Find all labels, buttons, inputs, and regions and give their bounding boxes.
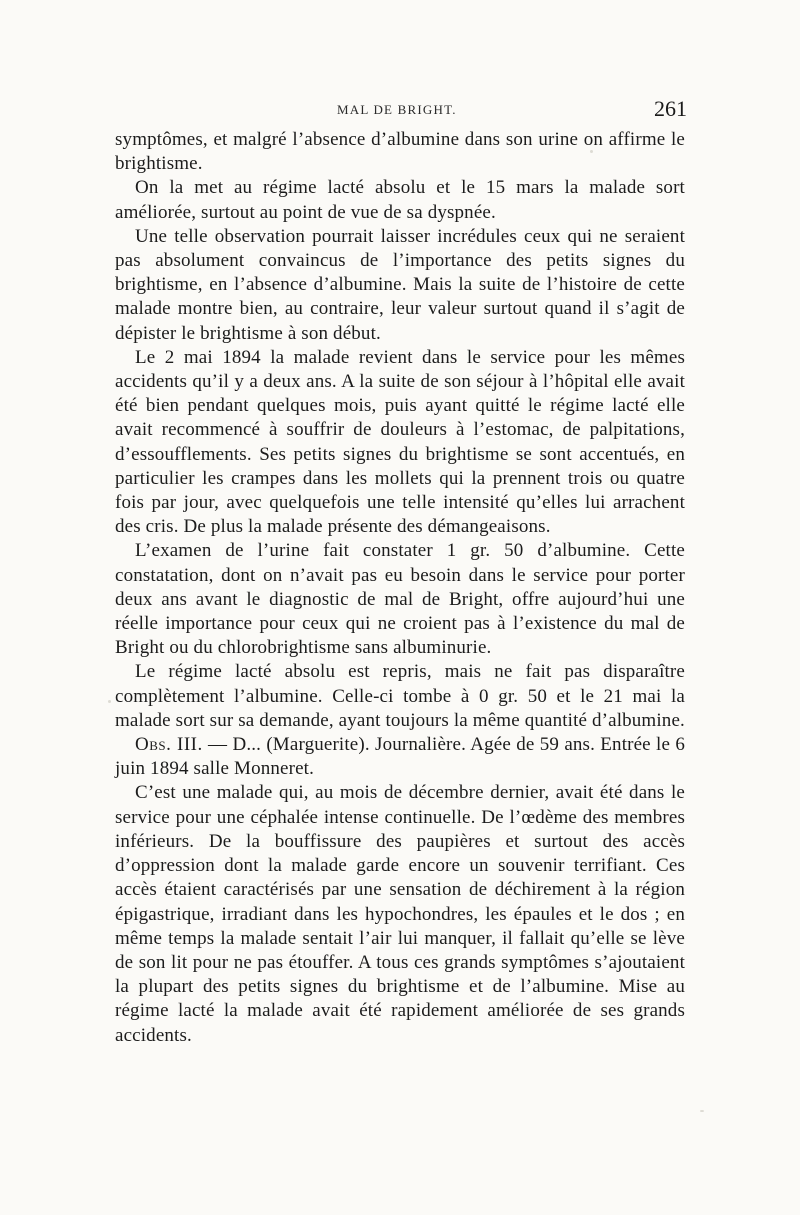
paragraph: L’examen de l’urine fait constater 1 gr. 50 d’albumine. Cette constatation, dont on n’avait pas eu besoin dans le service pour porter deux ans avant le diagnostic de mal de Bright, offre aujourd’hui une réelle importance pour ceux qui ne croient pas à l’existence du mal de Bright ou du chlorobrightisme sans albuminurie. [115,540,685,659]
paragraph: Le 2 mai 1894 la malade revient dans le service pour les mêmes accidents qu’il y a deux ans. A la suite de son séjour à l’hôpital elle avait été bien pendant quelques mois, puis ayant quitté le régime lacté elle avait recommencé à souffrir de douleurs à l’estomac, de palpitations, d’essoufflements. Ses petits signes du brightisme se sont accentués, en particulier les crampes dans les mollets qui la prennent trois ou quatre fois par jour, avec quelquefois une telle intensité qu’elles lui arrachent des cris. De plus la malade présente des démangeaisons. [115,346,685,538]
paper-speck [700,1110,704,1112]
paper-speck [108,700,111,703]
paragraph: Une telle observation pourrait laisser incrédules ceux qui ne seraient pas absolument convaincus de l’importance des petits signes du brightisme, en l’absence d’albumine. Mais la suite de l’histoire de cette malade montre bien, au contraire, leur valeur surtout quand il s’agit de dépister le brightisme à son début. [115,225,685,344]
paragraph: C’est une malade qui, au mois de décembre dernier, avait été dans le service pour une céphalée intense continuelle. De l’œdème des membres inférieurs. De la bouffissure des paupières et surtout des accès d’oppression dont la malade garde encore un souvenir terrifiant. Ces accès étaient caractérisés par une sensation de déchirement à la région épigastrique, irradiant dans les hypochondres, les épaules et le dos ; en même temps la malade sentait l’air lui manquer, il fallait qu’elle se lève de son lit pour ne pas étouffer. A tous ces grands symptômes s’ajoutaient la plupart des petits signes du brightisme et de l’albumine. Mise au régime lacté la malade avait été rapidement améliorée de ses grands accidents. [115,782,685,1046]
paper-speck [590,150,593,153]
paragraph: Le régime lacté absolu est repris, mais ne fait pas disparaître complètement l’albumine. Celle-ci tombe à 0 gr. 50 et le 21 mai la malade sort sur sa demande, ayant toujours la même quantité d’albumine. [115,661,685,731]
paragraph: On la met au régime lacté absolu et le 15 mars la malade sort améliorée, surtout au point de vue de sa dyspnée. [115,177,685,223]
observation-text: — D... (Marguerite). Journalière. Agée de 59 ans. Entrée le 6 juin 1894 salle Monneret. [115,734,685,780]
observation-heading [115,733,685,781]
running-head-title: MAL DE BRIGHT. [337,102,457,117]
page-number: 261 [654,96,687,121]
observation-label: Obs. III. [135,734,203,756]
body-text [115,128,685,1048]
paragraph: symptômes, et malgré l’absence d’albumine dans son urine on affirme le brightisme. [115,129,685,175]
running-head [115,96,687,124]
